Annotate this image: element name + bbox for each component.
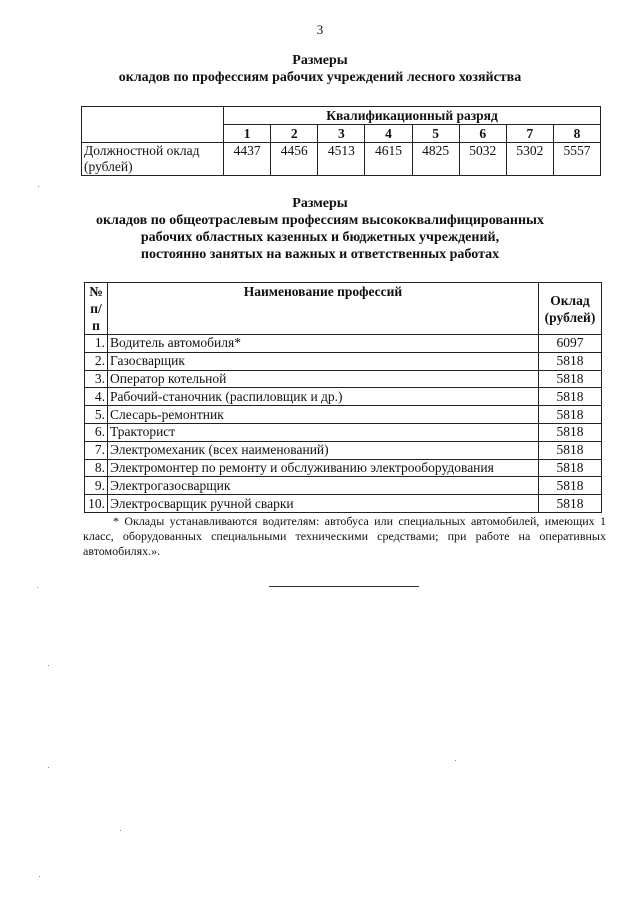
salary-row-label-line: Должностной оклад	[84, 143, 200, 158]
scan-speck	[37, 587, 38, 588]
table-row	[85, 477, 602, 495]
scan-speck	[48, 665, 49, 666]
table2-title-line: рабочих областных казенных и бюджетных учреждений,	[140, 230, 500, 245]
num-header-line: №	[89, 284, 103, 299]
grade-header: 7	[506, 125, 553, 143]
profession-column-header: Наименование профессий	[108, 283, 539, 335]
grade-salary-cell: 4437	[224, 143, 271, 176]
table1-grades-row	[82, 125, 601, 143]
table1-corner-cell	[82, 125, 224, 143]
table-row	[85, 459, 602, 477]
table2-title-line: Размеры	[292, 196, 348, 211]
profession-name: Слесарь-ремонтник	[108, 406, 539, 424]
profession-salary: 5818	[539, 370, 602, 388]
grade-header: 2	[271, 125, 318, 143]
row-number: 5.	[85, 406, 108, 424]
grade-header: 8	[553, 125, 600, 143]
table1-title	[0, 52, 640, 86]
grade-salary-cell: 5302	[506, 143, 553, 176]
row-number: 2.	[85, 352, 108, 370]
salary-row-label	[82, 143, 224, 176]
grade-salary-cell: 4825	[412, 143, 459, 176]
table-row	[85, 406, 602, 424]
profession-name: Электрогазосварщик	[108, 477, 539, 495]
profession-salary: 6097	[539, 335, 602, 353]
profession-salary: 5818	[539, 477, 602, 495]
row-number: 1.	[85, 335, 108, 353]
table2-title-line: постоянно занятых на важных и ответственных работах	[140, 247, 500, 262]
grade-salary-cell: 4456	[271, 143, 318, 176]
scan-speck	[48, 767, 49, 768]
table2-title-line: окладов по общеотраслевым профессиям высококвалифицированных	[95, 213, 544, 228]
footnote: * Оклады устанавливаются водителям: автобуса или специальных автомобилей, имеющих 1 класс, оборудованных специальными техническими средствами; при работе на оперативных автомобилях.».	[83, 514, 606, 558]
professions-salary-table	[84, 282, 602, 513]
scan-speck	[38, 186, 39, 187]
profession-salary: 5818	[539, 352, 602, 370]
table-row	[85, 495, 602, 513]
profession-name: Водитель автомобиля*	[108, 335, 539, 353]
grade-header: 5	[412, 125, 459, 143]
table-row	[85, 352, 602, 370]
scan-speck	[455, 760, 456, 761]
scan-speck	[120, 830, 121, 831]
grade-salary-cell: 4513	[318, 143, 365, 176]
grade-salary-cell: 5032	[459, 143, 506, 176]
row-number: 10.	[85, 495, 108, 513]
profession-salary: 5818	[539, 441, 602, 459]
grade-header: 4	[365, 125, 412, 143]
table1-salary-row	[82, 143, 601, 176]
grade-header: 3	[318, 125, 365, 143]
salary-header-line: Оклад	[550, 292, 590, 308]
profession-salary: 5818	[539, 423, 602, 441]
page-number: 3	[316, 22, 324, 37]
profession-salary: 5818	[539, 406, 602, 424]
scan-speck	[39, 876, 40, 877]
table-row	[85, 388, 602, 406]
profession-salary: 5818	[539, 459, 602, 477]
table-row	[85, 370, 602, 388]
profession-name: Тракторист	[108, 423, 539, 441]
profession-name: Электромонтер по ремонту и обслуживанию электрооборудования	[108, 459, 539, 477]
salary-row-label-line: (рублей)	[84, 159, 133, 174]
table1-header-row	[82, 107, 601, 125]
table1-title-line: Размеры	[292, 53, 348, 68]
end-divider	[269, 586, 419, 587]
table-row	[85, 441, 602, 459]
row-number: 7.	[85, 441, 108, 459]
grade-salary-cell: 4615	[365, 143, 412, 176]
table-row	[85, 423, 602, 441]
row-number: 3.	[85, 370, 108, 388]
table2-title	[0, 195, 640, 263]
num-header-line: п/п	[90, 301, 102, 333]
salary-column-header	[539, 283, 602, 335]
grade-header: 6	[459, 125, 506, 143]
profession-name: Рабочий-станочник (распиловщик и др.)	[108, 388, 539, 406]
profession-name: Электросварщик ручной сварки	[108, 495, 539, 513]
qualification-grade-header: Квалификационный разряд	[224, 107, 601, 125]
table1-corner-cell	[82, 107, 224, 125]
grade-header: 1	[224, 125, 271, 143]
profession-salary: 5818	[539, 388, 602, 406]
row-number: 8.	[85, 459, 108, 477]
row-number: 6.	[85, 423, 108, 441]
row-number: 4.	[85, 388, 108, 406]
num-column-header	[85, 283, 108, 335]
row-number: 9.	[85, 477, 108, 495]
profession-salary: 5818	[539, 495, 602, 513]
profession-name: Оператор котельной	[108, 370, 539, 388]
profession-name: Электромеханик (всех наименований)	[108, 441, 539, 459]
table1-title-line: окладов по профессиям рабочих учреждений лесного хозяйства	[118, 70, 522, 85]
table-row	[85, 335, 602, 353]
profession-name: Газосварщик	[108, 352, 539, 370]
grade-salary-table	[81, 106, 601, 176]
salary-header-line: (рублей)	[544, 309, 596, 325]
grade-salary-cell: 5557	[553, 143, 600, 176]
table2-header-row	[85, 283, 602, 335]
